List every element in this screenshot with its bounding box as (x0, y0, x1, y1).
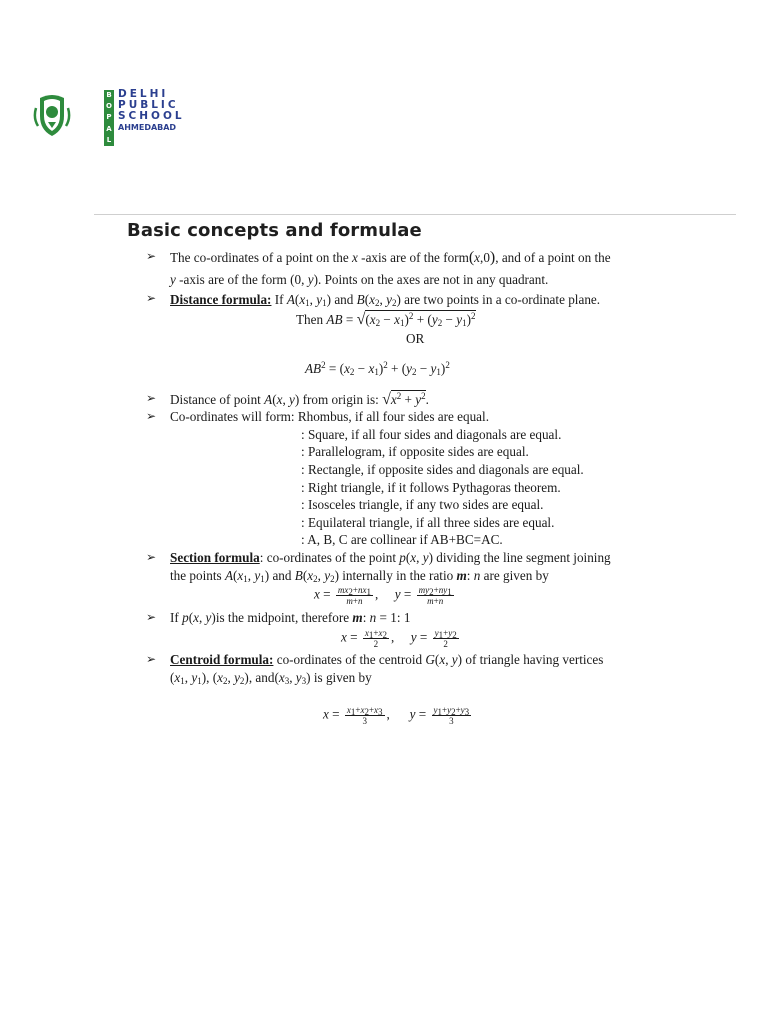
page-title: Basic concepts and formulae (127, 220, 422, 241)
school-crest-icon (32, 92, 72, 138)
distance-label: Distance formula: (170, 292, 272, 307)
midpoint-text: If (170, 610, 183, 625)
section-text: the points (170, 568, 225, 583)
logo-word: SCHOOL (118, 110, 185, 122)
school-logo (32, 88, 185, 150)
logo-band-letter: L (106, 135, 112, 144)
form-item: : Equilateral triangle, if all three sides are equal. (301, 515, 555, 530)
form-lead: Co-ordinates will form: Rhombus, if all four sides are equal. (170, 409, 489, 424)
form-item: : Right triangle, if it follows Pythagoras theorem. (301, 480, 561, 495)
form-item: : Square, if all four sides and diagonals are equal. (301, 427, 562, 442)
distance-formula-ab-squared: $AB^2 = (x_2 - x_1)^2 + (y_2 - y_1)^2$ (305, 360, 450, 377)
distance-formula-ab: Then AB = $√(x_2 - x_1)^2 + (y_2 - y_1)^2$ (296, 311, 476, 328)
logo-band-letter: O (106, 102, 112, 111)
bullet-arrow-icon: ➢ (146, 652, 157, 666)
bullet-arrow-icon: ➢ (146, 409, 157, 423)
form-item: : Isosceles triangle, if any two sides are equal. (301, 497, 544, 512)
section-text: dividing the line segment joining (433, 550, 611, 565)
midpoint-line: If p(x, y)is the midpoint, therefore m: n = 1: 1 (170, 610, 411, 625)
section-text: : co-ordinates of the point (259, 550, 400, 565)
section-line-1: Section formula: co-ordinates of the point p(x, y) dividing the line segment joining (170, 550, 611, 565)
intro-text: -axis are of the form (357, 250, 469, 265)
centroid-label: Centroid formula: (170, 652, 274, 667)
section-text: internally in the ratio (338, 568, 457, 583)
centroid-formula: x = $\frac{x_1+x_2+x_3}{3}$ , y = $\frac{y_1+y_2+y_3}{3}$ (323, 705, 470, 726)
distance-text: are two points in a co-ordinate plane. (400, 292, 601, 307)
bullet-arrow-icon: ➢ (146, 249, 157, 263)
bullet-arrow-icon: ➢ (146, 391, 157, 405)
form-item: : Rectangle, if opposite sides and diagonals are equal. (301, 462, 584, 477)
logo-band-letter: P (106, 113, 112, 122)
bullet-arrow-icon: ➢ (146, 291, 157, 305)
centroid-text: of triangle having vertices (462, 652, 604, 667)
intro-text: . Points on the axes are not in any quadrant. (317, 272, 549, 287)
logo-band-letter: A (106, 124, 112, 133)
origin-distance-line: Distance of point A(x, y) from origin is: $√x^2 + y^2$. (170, 391, 429, 408)
section-line-2: the points $A(x_1$, $y_1$) and $B(x_2$, $y_2$) internally in the ratio m: n are given by (170, 568, 549, 584)
logo-band (104, 90, 114, 146)
header-divider (94, 214, 736, 215)
intro-line-2: y -axis are of the form (0, y). Points on the axes are not in any quadrant. (170, 272, 549, 287)
midpoint-formula: x = $\frac{x_1+x_2}{2}$ , y = $\frac{y_1+y_2}{2}$ (341, 628, 457, 649)
intro-text: , and of a point on the (495, 250, 611, 265)
intro-line-1: The co-ordinates of a point on the x -axis are of the form(x,0), and of a point on the (170, 249, 611, 266)
logo-band-letter: B (106, 91, 112, 100)
form-item: : A, B, C are collinear if AB+BC=AC. (301, 532, 503, 547)
origin-text: from origin is: (299, 392, 383, 407)
section-text: and (269, 568, 295, 583)
intro-text: The co-ordinates of a point on the (170, 250, 353, 265)
or-text: OR (406, 331, 425, 346)
logo-city: AHMEDABAD (118, 123, 177, 132)
centroid-line-1: Centroid formula: co-ordinates of the centroid G(x, y) of triangle having vertices (170, 652, 604, 667)
centroid-line-2: ($x_1$, $y_1$), ($x_2$, $y_2$), $and(x_3$, $y_3$) is given by (170, 670, 372, 686)
logo-word: DELHI (118, 88, 169, 100)
origin-text: Distance of point (170, 392, 265, 407)
then-text: Then (296, 312, 327, 327)
distance-text: If (271, 292, 287, 307)
bullet-arrow-icon: ➢ (146, 550, 157, 564)
midpoint-text: is the midpoint, therefore (215, 610, 353, 625)
distance-text: and (331, 292, 357, 307)
section-formula: x = $\frac{mx_2+nx_1}{m+n}$ , y = $\frac{my_2+ny_1}{m+n}$ (314, 585, 452, 606)
logo-wordmark (118, 89, 185, 133)
intro-text: -axis are of the form (175, 272, 291, 287)
distance-line: Distance formula: If $A(x_1$, $y_1$) and $B(x_2$, $y_2$) are two points in a co-ordinate plane. (170, 292, 601, 308)
section-text: are given by (480, 568, 549, 583)
centroid-text: is given by (313, 670, 372, 685)
bullet-arrow-icon: ➢ (146, 610, 157, 624)
form-item: : Parallelogram, if opposite sides are equal. (301, 444, 529, 459)
section-label: Section formula (170, 550, 260, 565)
logo-word: PUBLIC (118, 99, 179, 111)
centroid-text: co-ordinates of the centroid (273, 652, 426, 667)
